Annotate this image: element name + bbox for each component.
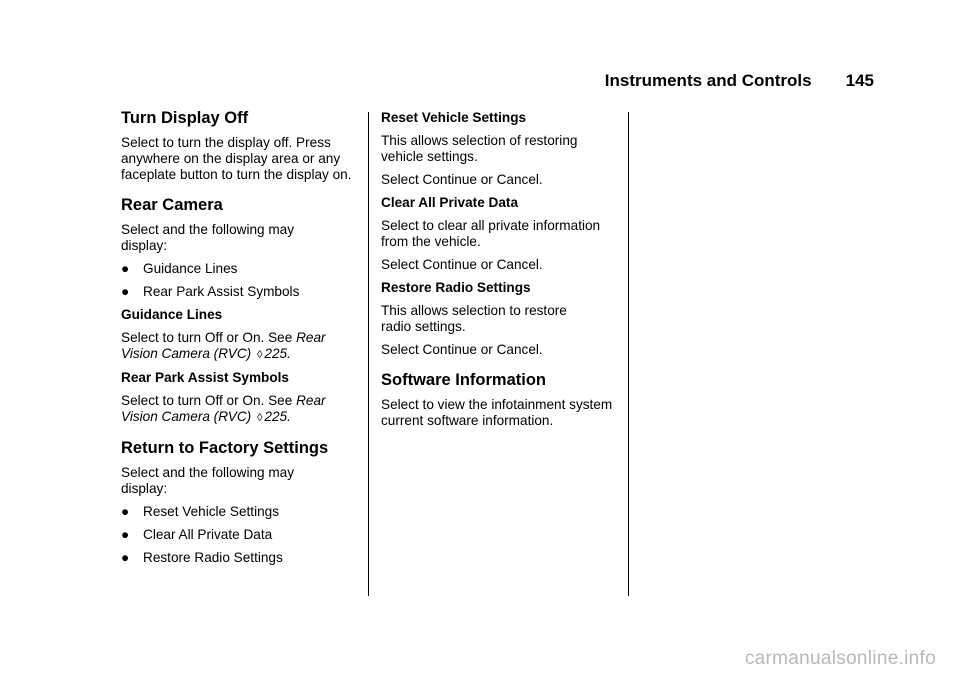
heading-turn-display-off: Turn Display Off — [121, 109, 249, 127]
restore-radio-continue: Select Continue or Cancel. — [381, 342, 543, 357]
restore-radio-text: This allows selection to restore radio settings. — [381, 303, 567, 334]
subheading-reset-vehicle: Reset Vehicle Settings — [381, 110, 527, 125]
clear-private-data-continue: Select Continue or Cancel. — [381, 257, 543, 272]
list-item: ● Reset Vehicle Settings — [121, 504, 280, 519]
page-header — [605, 71, 874, 91]
list-item: ● Rear Park Assist Symbols — [121, 284, 300, 299]
page-ref-icon: ◊ — [256, 412, 263, 424]
subheading-clear-private-data: Clear All Private Data — [381, 195, 519, 210]
list-item: ● Guidance Lines — [121, 261, 238, 276]
heading-factory-settings: Return to Factory Settings — [121, 439, 329, 457]
list-item: ● Restore Radio Settings — [121, 550, 283, 565]
factory-intro: Select and the following may display: — [121, 465, 295, 496]
reset-vehicle-text: This allows selection of restoring vehicle settings. — [381, 133, 578, 164]
turn-display-off-text: Select to turn the display off. Press anywhere on the display area or any faceplate button to turn the display on. — [121, 135, 352, 182]
column-divider-left — [368, 112, 369, 596]
page-number: 145 — [845, 71, 874, 90]
heading-software-information: Software Information — [381, 371, 547, 389]
page-ref[interactable]: 225. — [264, 409, 291, 424]
reset-vehicle-continue: Select Continue or Cancel. — [381, 172, 543, 187]
left-column — [121, 108, 361, 573]
rvc-link[interactable]: Rear Vision Camera (RVC) — [121, 393, 326, 424]
clear-private-data-text: Select to clear all private information from the vehicle. — [381, 218, 601, 249]
section-title: Instruments and Controls — [604, 71, 812, 90]
software-information-text: Select to view the infotainment system current software information. — [381, 397, 613, 428]
bullet-icon: ● — [121, 527, 130, 542]
bullet-icon: ● — [121, 284, 130, 299]
subheading-restore-radio: Restore Radio Settings — [381, 280, 531, 295]
heading-rear-camera: Rear Camera — [121, 196, 223, 214]
subheading-rear-park-assist: Rear Park Assist Symbols — [121, 370, 289, 385]
rear-park-assist-text: Select to turn Off or On. See Rear Vision Camera (RVC) ◊ 225. — [121, 393, 326, 424]
rear-camera-intro: Select and the following may display: — [121, 222, 295, 253]
right-column — [381, 110, 619, 436]
bullet-icon: ● — [121, 504, 130, 519]
watermark: carmanualsonline.info — [744, 648, 936, 669]
bullet-icon: ● — [121, 550, 130, 565]
bullet-icon: ● — [121, 261, 130, 276]
page-ref[interactable]: 225. — [264, 346, 291, 361]
list-item: ● Clear All Private Data — [121, 527, 273, 542]
guidance-lines-text: Select to turn Off or On. See Rear Vision Camera (RVC) ◊ 225. — [121, 330, 326, 361]
column-divider-right — [628, 112, 629, 596]
subheading-guidance-lines: Guidance Lines — [121, 307, 223, 322]
page-ref-icon: ◊ — [256, 349, 263, 361]
rvc-link[interactable]: Rear Vision Camera (RVC) — [121, 330, 326, 361]
